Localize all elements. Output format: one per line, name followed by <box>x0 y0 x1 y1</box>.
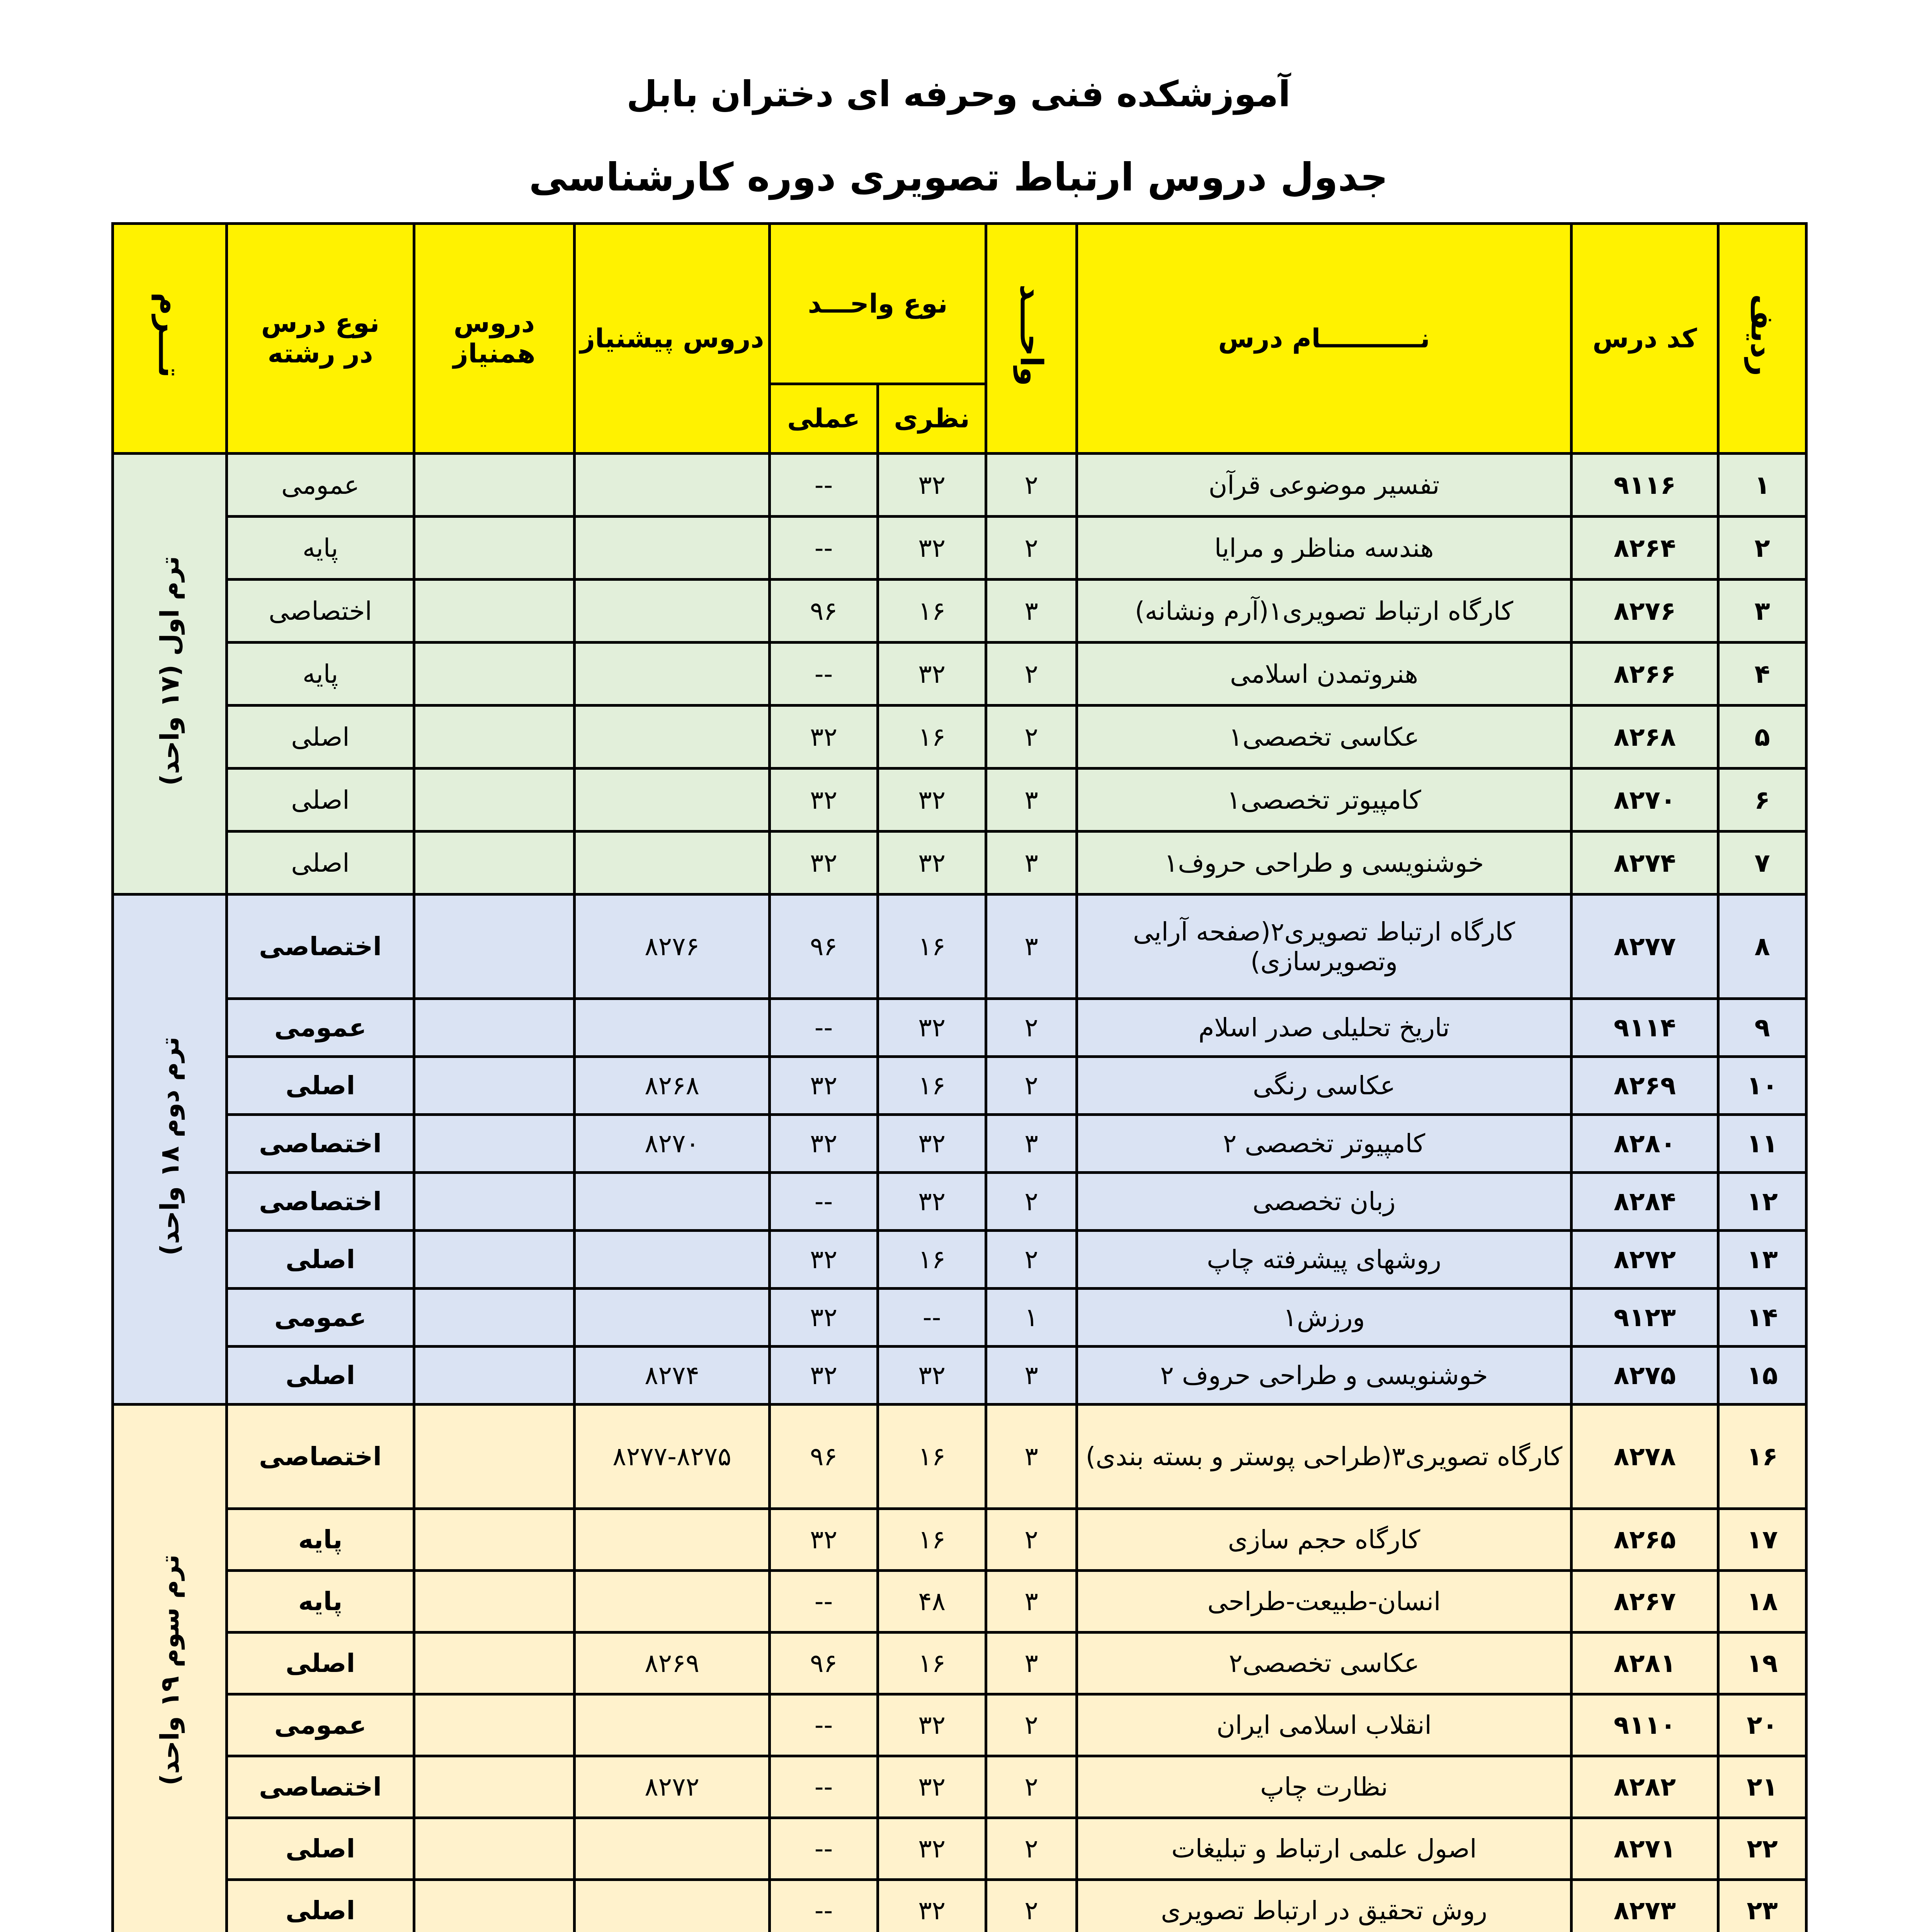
cell-coreq <box>414 1756 575 1818</box>
cell-theory-hours: ۱۶ <box>878 580 986 643</box>
cell-course-name: خوشنویسی و طراحی حروف ۲ <box>1077 1347 1572 1405</box>
cell-category: اصلی <box>227 1231 414 1289</box>
cell-course-name: روش تحقیق در ارتباط تصویری <box>1077 1880 1572 1932</box>
cell-practical-hours: ۳۲ <box>770 1289 878 1347</box>
table-row <box>113 1405 1806 1509</box>
cell-theory-hours: ۳۲ <box>878 832 986 895</box>
cell-coreq <box>414 832 575 895</box>
cell-course-code: ۸۲۶۵ <box>1572 1509 1718 1571</box>
cell-row-number: ۱۳ <box>1718 1231 1806 1289</box>
term-label: ترم اول (۱۷ واحد) <box>113 454 227 895</box>
cell-theory-hours: ۳۲ <box>878 1818 986 1880</box>
cell-units: ۲ <box>986 454 1077 517</box>
cell-row-number: ۱۸ <box>1718 1571 1806 1633</box>
cell-row-number: ۵ <box>1718 706 1806 769</box>
cell-theory-hours: ۳۲ <box>878 769 986 832</box>
cell-category: پایه <box>227 643 414 706</box>
cell-coreq <box>414 1818 575 1880</box>
cell-practical-hours: ۳۲ <box>770 706 878 769</box>
cell-row-number: ۲ <box>1718 517 1806 580</box>
cell-coreq <box>414 706 575 769</box>
cell-row-number: ۱۵ <box>1718 1347 1806 1405</box>
table-row <box>113 1571 1806 1633</box>
cell-prereq <box>575 1880 770 1932</box>
cell-category: اصلی <box>227 1347 414 1405</box>
cell-course-name: انقلاب اسلامی ایران <box>1077 1694 1572 1756</box>
col-header-name: نـــــــــــام درس <box>1077 224 1572 454</box>
cell-coreq <box>414 1880 575 1932</box>
cell-course-code: ۸۲۶۶ <box>1572 643 1718 706</box>
cell-practical-hours: ۹۶ <box>770 895 878 999</box>
cell-practical-hours: ۹۶ <box>770 580 878 643</box>
cell-coreq <box>414 580 575 643</box>
cell-theory-hours: ۳۲ <box>878 517 986 580</box>
cell-row-number: ۲۲ <box>1718 1818 1806 1880</box>
cell-category: عمومی <box>227 454 414 517</box>
cell-theory-hours: ۱۶ <box>878 895 986 999</box>
cell-prereq <box>575 580 770 643</box>
cell-course-name: خوشنویسی و طراحی حروف۱ <box>1077 832 1572 895</box>
cell-course-code: ۸۲۷۱ <box>1572 1818 1718 1880</box>
cell-category: عمومی <box>227 1694 414 1756</box>
cell-prereq: ۸۲۶۹ <box>575 1633 770 1694</box>
cell-category: اختصاصی <box>227 1173 414 1231</box>
cell-prereq <box>575 1231 770 1289</box>
cell-row-number: ۱ <box>1718 454 1806 517</box>
col-header-code: کد درس <box>1572 224 1718 454</box>
cell-coreq <box>414 1057 575 1115</box>
cell-category: اختصاصی <box>227 1405 414 1509</box>
cell-coreq <box>414 643 575 706</box>
cell-coreq <box>414 1173 575 1231</box>
cell-course-name: تفسیر موضوعی قرآن <box>1077 454 1572 517</box>
cell-row-number: ۱۰ <box>1718 1057 1806 1115</box>
cell-course-code: ۸۲۷۷ <box>1572 895 1718 999</box>
cell-units: ۲ <box>986 1818 1077 1880</box>
table-row <box>113 1880 1806 1932</box>
cell-row-number: ۱۷ <box>1718 1509 1806 1571</box>
cell-practical-hours: ۳۲ <box>770 1115 878 1173</box>
cell-prereq <box>575 769 770 832</box>
cell-theory-hours: ۱۶ <box>878 706 986 769</box>
cell-category: اصلی <box>227 1880 414 1932</box>
cell-theory-hours: ۳۲ <box>878 454 986 517</box>
cell-practical-hours: -- <box>770 643 878 706</box>
cell-units: ۳ <box>986 832 1077 895</box>
table-row <box>113 999 1806 1057</box>
cell-category: اختصاصی <box>227 1115 414 1173</box>
cell-course-code: ۹۱۱۰ <box>1572 1694 1718 1756</box>
cell-category: عمومی <box>227 1289 414 1347</box>
cell-category: اختصاصی <box>227 580 414 643</box>
cell-prereq <box>575 999 770 1057</box>
cell-row-number: ۱۴ <box>1718 1289 1806 1347</box>
col-header-prereq: دروس پیشنیاز <box>575 224 770 454</box>
term-label: ترم سوم ۱۹ واحد) <box>113 1405 227 1932</box>
cell-course-code: ۸۲۷۴ <box>1572 832 1718 895</box>
cell-practical-hours: ۳۲ <box>770 1347 878 1405</box>
cell-course-code: ۸۲۷۶ <box>1572 580 1718 643</box>
cell-course-code: ۹۱۲۳ <box>1572 1289 1718 1347</box>
cell-practical-hours: -- <box>770 517 878 580</box>
cell-course-code: ۸۲۸۱ <box>1572 1633 1718 1694</box>
cell-course-name: ورزش۱ <box>1077 1289 1572 1347</box>
cell-prereq: ۸۲۷۴ <box>575 1347 770 1405</box>
table-row <box>113 1694 1806 1756</box>
cell-prereq <box>575 1694 770 1756</box>
table-row <box>113 1347 1806 1405</box>
cell-course-name: کامپیوتر تخصصی۱ <box>1077 769 1572 832</box>
cell-units: ۲ <box>986 1756 1077 1818</box>
cell-theory-hours: ۱۶ <box>878 1509 986 1571</box>
cell-row-number: ۷ <box>1718 832 1806 895</box>
cell-theory-hours: ۳۲ <box>878 643 986 706</box>
cell-category: اصلی <box>227 832 414 895</box>
cell-prereq: ۸۲۷۷-۸۲۷۵ <box>575 1405 770 1509</box>
cell-course-name: نظارت چاپ <box>1077 1756 1572 1818</box>
cell-row-number: ۴ <box>1718 643 1806 706</box>
cell-row-number: ۱۲ <box>1718 1173 1806 1231</box>
cell-course-name: زبان تخصصی <box>1077 1173 1572 1231</box>
cell-practical-hours: ۳۲ <box>770 1231 878 1289</box>
cell-prereq <box>575 1818 770 1880</box>
cell-course-name: عکاسی تخصصی۲ <box>1077 1633 1572 1694</box>
cell-theory-hours: ۳۲ <box>878 1173 986 1231</box>
cell-course-name: کارگاه حجم سازی <box>1077 1509 1572 1571</box>
cell-row-number: ۳ <box>1718 580 1806 643</box>
table-row <box>113 643 1806 706</box>
cell-units: ۲ <box>986 1509 1077 1571</box>
cell-category: اصلی <box>227 769 414 832</box>
cell-row-number: ۲۰ <box>1718 1694 1806 1756</box>
col-header-row: ردیف <box>1718 224 1806 454</box>
cell-practical-hours: -- <box>770 999 878 1057</box>
cell-course-code: ۸۲۶۷ <box>1572 1571 1718 1633</box>
cell-practical-hours: ۳۲ <box>770 769 878 832</box>
cell-course-name: کارگاه تصویری۳(طراحی پوستر و بسته بندی) <box>1077 1405 1572 1509</box>
cell-course-code: ۹۱۱۶ <box>1572 454 1718 517</box>
cell-prereq <box>575 1289 770 1347</box>
cell-course-code: ۸۲۸۰ <box>1572 1115 1718 1173</box>
cell-row-number: ۱۶ <box>1718 1405 1806 1509</box>
cell-course-code: ۸۲۷۵ <box>1572 1347 1718 1405</box>
col-header-term: تـــرم <box>113 224 227 454</box>
table-row <box>113 706 1806 769</box>
cell-category: پایه <box>227 1571 414 1633</box>
cell-coreq <box>414 1347 575 1405</box>
table-row <box>113 454 1806 517</box>
cell-course-name: انسان-طبیعت-طراحی <box>1077 1571 1572 1633</box>
table-row <box>113 1057 1806 1115</box>
cell-units: ۲ <box>986 517 1077 580</box>
cell-course-name: هندسه مناظر و مرایا <box>1077 517 1572 580</box>
cell-coreq <box>414 1633 575 1694</box>
cell-coreq <box>414 1571 575 1633</box>
cell-course-code: ۹۱۱۴ <box>1572 999 1718 1057</box>
cell-prereq <box>575 832 770 895</box>
col-header-category: نوع درس در رشته <box>227 224 414 454</box>
cell-coreq <box>414 454 575 517</box>
cell-course-name: هنروتمدن اسلامی <box>1077 643 1572 706</box>
cell-units: ۳ <box>986 769 1077 832</box>
cell-units: ۲ <box>986 1694 1077 1756</box>
cell-coreq <box>414 1694 575 1756</box>
table-row <box>113 1231 1806 1289</box>
cell-category: اصلی <box>227 1818 414 1880</box>
cell-course-name: عکاسی تخصصی۱ <box>1077 706 1572 769</box>
cell-category: اصلی <box>227 1057 414 1115</box>
cell-category: اصلی <box>227 1633 414 1694</box>
cell-theory-hours: ۱۶ <box>878 1057 986 1115</box>
cell-prereq <box>575 517 770 580</box>
cell-practical-hours: ۹۶ <box>770 1405 878 1509</box>
cell-units: ۲ <box>986 1880 1077 1932</box>
table-row <box>113 1633 1806 1694</box>
cell-theory-hours: -- <box>878 1289 986 1347</box>
table-row <box>113 1756 1806 1818</box>
cell-coreq <box>414 999 575 1057</box>
cell-course-name: کارگاه ارتباط تصویری۱(آرم ونشانه) <box>1077 580 1572 643</box>
cell-units: ۲ <box>986 1173 1077 1231</box>
cell-course-name: عکاسی رنگی <box>1077 1057 1572 1115</box>
cell-coreq <box>414 769 575 832</box>
cell-row-number: ۶ <box>1718 769 1806 832</box>
cell-units: ۳ <box>986 1571 1077 1633</box>
col-header-practical: عملی <box>770 384 878 454</box>
cell-prereq: ۸۲۷۶ <box>575 895 770 999</box>
cell-course-code: ۸۲۷۲ <box>1572 1231 1718 1289</box>
col-header-unit-type: نوع واحـــد <box>770 224 986 384</box>
cell-units: ۱ <box>986 1289 1077 1347</box>
cell-units: ۳ <box>986 895 1077 999</box>
cell-theory-hours: ۱۶ <box>878 1231 986 1289</box>
cell-units: ۳ <box>986 1115 1077 1173</box>
cell-coreq <box>414 1509 575 1571</box>
cell-coreq <box>414 895 575 999</box>
course-table-body <box>113 454 1806 1932</box>
cell-prereq: ۸۲۷۰ <box>575 1115 770 1173</box>
table-row <box>113 1818 1806 1880</box>
cell-row-number: ۱۹ <box>1718 1633 1806 1694</box>
cell-units: ۲ <box>986 999 1077 1057</box>
term-label: ترم دوم ۱۸ واحد) <box>113 895 227 1405</box>
cell-prereq <box>575 454 770 517</box>
cell-prereq <box>575 1509 770 1571</box>
course-table <box>111 222 1808 1932</box>
cell-coreq <box>414 1231 575 1289</box>
cell-coreq <box>414 1405 575 1509</box>
cell-coreq <box>414 1289 575 1347</box>
cell-prereq <box>575 1173 770 1231</box>
cell-course-name: کارگاه ارتباط تصویری۲(صفحه آرایی وتصویرسازی) <box>1077 895 1572 999</box>
cell-prereq <box>575 643 770 706</box>
cell-theory-hours: ۳۲ <box>878 999 986 1057</box>
cell-category: اختصاصی <box>227 895 414 999</box>
cell-course-name: اصول علمی ارتباط و تبلیغات <box>1077 1818 1572 1880</box>
table-row <box>113 1289 1806 1347</box>
cell-prereq: ۸۲۶۸ <box>575 1057 770 1115</box>
cell-row-number: ۹ <box>1718 999 1806 1057</box>
table-row <box>113 1509 1806 1571</box>
cell-theory-hours: ۴۸ <box>878 1571 986 1633</box>
cell-units: ۳ <box>986 1405 1077 1509</box>
cell-practical-hours: -- <box>770 1173 878 1231</box>
cell-course-name: تاریخ تحلیلی صدر اسلام <box>1077 999 1572 1057</box>
cell-course-code: ۸۲۸۴ <box>1572 1173 1718 1231</box>
cell-units: ۲ <box>986 643 1077 706</box>
cell-practical-hours: ۹۶ <box>770 1633 878 1694</box>
cell-prereq <box>575 706 770 769</box>
cell-category: اختصاصی <box>227 1756 414 1818</box>
cell-practical-hours: ۳۲ <box>770 1057 878 1115</box>
institute-title: آموزشکده فنی وحرفه ای دختران بابل <box>626 73 1291 115</box>
cell-coreq <box>414 517 575 580</box>
cell-row-number: ۲۱ <box>1718 1756 1806 1818</box>
table-row <box>113 517 1806 580</box>
cell-theory-hours: ۳۲ <box>878 1347 986 1405</box>
cell-course-name: کامپیوتر تخصصی ۲ <box>1077 1115 1572 1173</box>
cell-category: اصلی <box>227 706 414 769</box>
table-row <box>113 580 1806 643</box>
cell-course-code: ۸۲۷۸ <box>1572 1405 1718 1509</box>
table-row <box>113 832 1806 895</box>
cell-practical-hours: -- <box>770 1694 878 1756</box>
table-row <box>113 1173 1806 1231</box>
cell-practical-hours: -- <box>770 1880 878 1932</box>
cell-course-name: روشهای پیشرفته چاپ <box>1077 1231 1572 1289</box>
cell-units: ۲ <box>986 706 1077 769</box>
cell-units: ۲ <box>986 1231 1077 1289</box>
col-header-coreq: دروس همنیاز <box>414 224 575 454</box>
cell-prereq <box>575 1571 770 1633</box>
cell-theory-hours: ۱۶ <box>878 1405 986 1509</box>
cell-category: پایه <box>227 517 414 580</box>
page-title: جدول دروس ارتباط تصویری دوره کارشناسی <box>529 155 1388 200</box>
cell-practical-hours: -- <box>770 1818 878 1880</box>
cell-coreq <box>414 1115 575 1173</box>
cell-category: عمومی <box>227 999 414 1057</box>
cell-units: ۳ <box>986 1347 1077 1405</box>
cell-theory-hours: ۳۲ <box>878 1880 986 1932</box>
cell-practical-hours: ۳۲ <box>770 1509 878 1571</box>
cell-course-code: ۸۲۷۰ <box>1572 769 1718 832</box>
cell-theory-hours: ۳۲ <box>878 1756 986 1818</box>
cell-theory-hours: ۱۶ <box>878 1633 986 1694</box>
cell-course-code: ۸۲۶۴ <box>1572 517 1718 580</box>
col-header-theory: نظری <box>878 384 986 454</box>
cell-theory-hours: ۳۲ <box>878 1115 986 1173</box>
cell-practical-hours: -- <box>770 454 878 517</box>
cell-units: ۳ <box>986 580 1077 643</box>
table-row <box>113 1115 1806 1173</box>
table-row <box>113 769 1806 832</box>
cell-course-code: ۸۲۷۳ <box>1572 1880 1718 1932</box>
cell-category: پایه <box>227 1509 414 1571</box>
cell-theory-hours: ۳۲ <box>878 1694 986 1756</box>
table-row <box>113 895 1806 999</box>
cell-practical-hours: -- <box>770 1571 878 1633</box>
cell-units: ۳ <box>986 1633 1077 1694</box>
cell-course-code: ۸۲۶۹ <box>1572 1057 1718 1115</box>
cell-practical-hours: -- <box>770 1756 878 1818</box>
cell-units: ۲ <box>986 1057 1077 1115</box>
cell-course-code: ۸۲۸۲ <box>1572 1756 1718 1818</box>
cell-row-number: ۱۱ <box>1718 1115 1806 1173</box>
cell-row-number: ۲۳ <box>1718 1880 1806 1932</box>
cell-course-code: ۸۲۶۸ <box>1572 706 1718 769</box>
cell-row-number: ۸ <box>1718 895 1806 999</box>
cell-practical-hours: ۳۲ <box>770 832 878 895</box>
col-header-units: واحـــد <box>986 224 1077 454</box>
cell-prereq: ۸۲۷۲ <box>575 1756 770 1818</box>
